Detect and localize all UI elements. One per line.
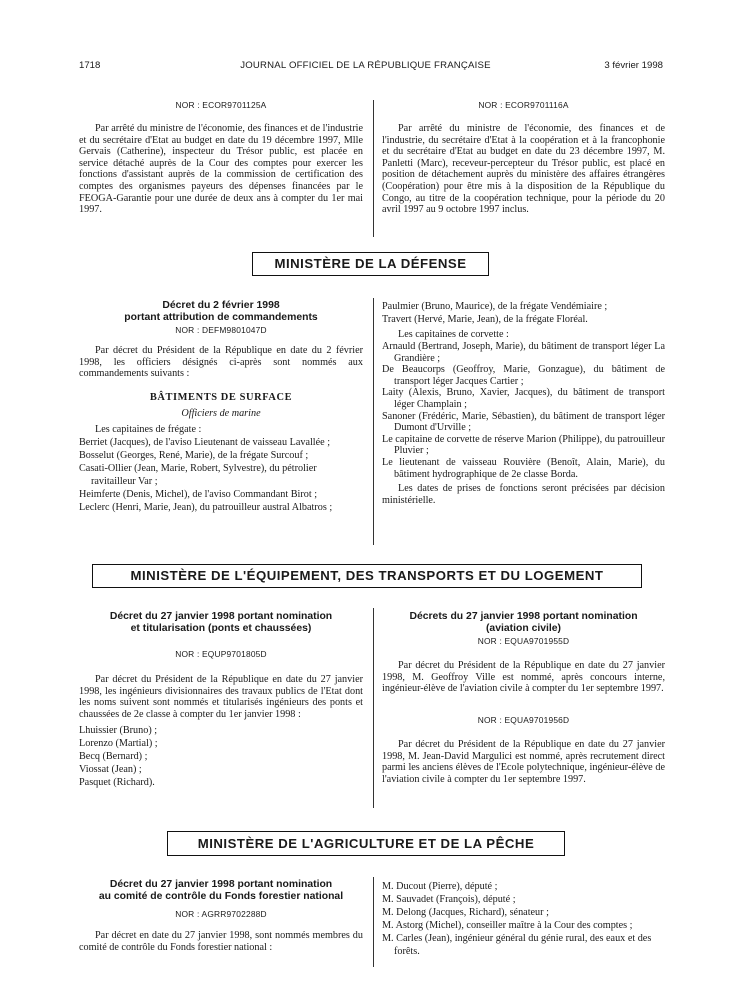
decree-subtitle: et titularisation (ponts et chaussées) bbox=[130, 622, 312, 634]
name-item: Viossat (Jean) ; bbox=[79, 763, 142, 775]
assignment-item: Le capitaine de corvette de réserve Marion (Philippe), du patrouilleur Pluvier ; bbox=[382, 433, 665, 457]
column-divider bbox=[373, 100, 374, 237]
member-item: M. Carles (Jean), ingénieur général du génie rural, des eaux et des forêts. bbox=[382, 933, 652, 957]
top-right-block bbox=[382, 100, 665, 216]
assignment-item: Berriet (Jacques), de l'aviso Lieutenant de vaisseau Lavallée ; bbox=[79, 436, 331, 448]
assignment-list bbox=[382, 341, 665, 480]
assignment-item: Arnauld (Bertrand, Joseph, Marie), du bâtiment de transport léger La Grandière ; bbox=[382, 341, 665, 364]
decree-intro: Par décret du Président de la République en date du 2 février 1998, les officiers désignés ci-après sont nommés aux commandements suivants : bbox=[79, 345, 363, 380]
agriculture-left-column bbox=[79, 879, 363, 953]
assignment-item: Bosselut (Georges, René, Marie), de la frégate Surcouf ; bbox=[79, 449, 309, 461]
decree-subtitle: (aviation civile) bbox=[485, 622, 562, 634]
arrete-text: Par arrêté du ministre de l'économie, des finances et de l'industrie et du secrétaire d'Etat au budget en date du 19 décembre 1997, Mlle Gervais (Catherine), inspecteur du Trésor public, est placée en service détaché auprès de la Cour des comptes pour exercer les fonctions d'assistant auprès de la commission de certification des comptes des organismes payeurs des dépenses financées par le FEOGA-Garantie pour une durée de deux ans à compter du 1er mai 1997. bbox=[79, 123, 363, 216]
decree-title: Décret du 27 janvier 1998 portant nomination bbox=[109, 879, 333, 890]
assignment-item: Le lieutenant de vaisseau Rouvière (Benoît, Alain, Marie), du bâtiment hydrographique de 2e classe Borda. bbox=[382, 456, 665, 480]
column-divider bbox=[373, 877, 374, 967]
decree-text: Par décret du Président de la République en date du 27 janvier 1998, M. Jean-David Margulici est nommé, après recrutement direct parmi les anciens élèves de l'Ecole polytechnique, ingénieur-élève de l'aviation civile à compter du 1er septembre 1997. bbox=[382, 738, 665, 785]
name-item: Lhuissier (Bruno) ; bbox=[79, 724, 158, 736]
name-item: Lorenzo (Martial) ; bbox=[79, 737, 158, 749]
group-label: Les capitaines de corvette : bbox=[398, 329, 509, 340]
section-heading: BÂTIMENTS DE SURFACE bbox=[149, 391, 293, 403]
name-list bbox=[79, 724, 363, 789]
equipement-left-column bbox=[79, 611, 363, 789]
assignment-item: Laity (Alexis, Bruno, Xavier, Jacques), du bâtiment de transport léger Champlain ; bbox=[382, 387, 665, 410]
assignment-item: Paulmier (Bruno, Maurice), de la frégate Vendémiaire ; bbox=[382, 301, 608, 312]
decree-text: Par décret du Président de la République en date du 27 janvier 1998, les ingénieurs divisionnaires des travaux publics de l'Etat dont les noms suivent sont nommés et titularisés ingénieurs des ponts et chaussées de 2e classe à compter du 1er janvier 1998 : bbox=[79, 674, 363, 720]
decree-title: Décret du 27 janvier 1998 portant nomination bbox=[109, 611, 333, 622]
assignment-item: Casati-Ollier (Jean, Marie, Robert, Sylvestre), du pétrolier ravitailleur Var ; bbox=[79, 462, 317, 487]
group-label: Les capitaines de frégate : bbox=[95, 423, 202, 435]
defense-right-column bbox=[382, 300, 665, 506]
arrete-text: Par arrêté du ministre de l'économie, des finances et de l'industrie, du secrétaire d'Etat à la coopération et à la francophonie et du secrétaire d'Etat au budget en date du 23 décembre 1997, M. Panletti (Marc), receveur-percepteur du Trésor public, est placé en position de détachement auprès du ministère des affaires étrangères (Coopération) pour être mis à la disposition de la République du Congo, au titre de la coopération technique, pour la période du 20 avril 1997 au 9 octobre 1997 inclus. bbox=[382, 123, 665, 216]
nor-reference: NOR : DEFM9801047D bbox=[175, 325, 267, 336]
name-item: Becq (Bernard) ; bbox=[79, 750, 148, 762]
nor-reference: NOR : AGRR9702288D bbox=[175, 909, 267, 920]
decree-text: Par décret du Président de la République en date du 27 janvier 1998, M. Geoffroy Ville est nommé, après concours interne, ingénieur-élève de l'aviation civile à compter du 1er septembre 1997. bbox=[382, 660, 665, 695]
nor-reference: NOR : EQUA9701955D bbox=[477, 636, 570, 647]
subsection-heading: Officiers de marine bbox=[181, 407, 261, 419]
assignment-list bbox=[79, 436, 363, 514]
assignment-list bbox=[382, 300, 665, 326]
decree-text: Par décret en date du 27 janvier 1998, sont nommés membres du comité de contrôle du Fonds forestier national : bbox=[79, 930, 363, 953]
member-item: M. Ducout (Pierre), député ; bbox=[382, 881, 498, 892]
ministry-banner-defense: MINISTÈRE DE LA DÉFENSE bbox=[252, 252, 489, 276]
column-divider bbox=[373, 608, 374, 808]
assignment-item: Heimferte (Denis, Michel), de l'aviso Commandant Birot ; bbox=[79, 488, 318, 500]
nor-reference: NOR : EQUA9701956D bbox=[477, 714, 570, 725]
assignment-item: Travert (Hervé, Marie, Jean), de la frégate Floréal. bbox=[382, 314, 588, 325]
member-list bbox=[382, 880, 665, 958]
closing-note: Les dates de prises de fonctions seront précisées par décision ministérielle. bbox=[382, 483, 665, 506]
decree-subtitle: portant attribution de commandements bbox=[124, 311, 318, 323]
column-divider bbox=[373, 298, 374, 545]
page-number: 1718 bbox=[79, 60, 101, 71]
assignment-item: Sanoner (Frédéric, Marie, Sébastien), du bâtiment de transport léger Dumont d'Urville ; bbox=[382, 410, 665, 434]
ministry-banner-agriculture: MINISTÈRE DE L'AGRICULTURE ET DE LA PÊCHE bbox=[167, 831, 565, 856]
name-item: Pasquet (Richard). bbox=[79, 776, 155, 788]
assignment-item: De Beaucorps (Geoffroy, Marie, Gonzague), du bâtiment de transport léger Jacques Cartier ; bbox=[382, 364, 665, 387]
issue-date: 3 février 1998 bbox=[604, 60, 663, 71]
decree-title: Décrets du 27 janvier 1998 portant nomination bbox=[409, 611, 638, 622]
equipement-right-column bbox=[382, 611, 665, 785]
top-left-block bbox=[79, 100, 363, 216]
journal-title: JOURNAL OFFICIEL DE LA RÉPUBLIQUE FRANÇAISE bbox=[240, 60, 491, 71]
nor-reference: NOR : ECOR9701125A bbox=[175, 100, 267, 110]
member-item: M. Astorg (Michel), conseiller maître à la Cour des comptes ; bbox=[382, 920, 633, 931]
member-item: M. Sauvadet (François), député ; bbox=[382, 894, 516, 905]
agriculture-right-column bbox=[382, 880, 665, 958]
nor-reference: NOR : ECOR9701116A bbox=[478, 100, 569, 110]
decree-title: Décret du 2 février 1998 bbox=[162, 300, 280, 311]
ministry-banner-equipement: MINISTÈRE DE L'ÉQUIPEMENT, DES TRANSPORTS ET DU LOGEMENT bbox=[92, 564, 642, 588]
decree-subtitle: au comité de contrôle du Fonds forestier national bbox=[98, 890, 344, 902]
defense-left-column bbox=[79, 300, 363, 514]
nor-reference: NOR : EQUP9701805D bbox=[175, 649, 267, 660]
member-item: M. Delong (Jacques, Richard), sénateur ; bbox=[382, 907, 549, 918]
assignment-item: Leclerc (Henri, Marie, Jean), du patrouilleur austral Albatros ; bbox=[79, 501, 333, 513]
